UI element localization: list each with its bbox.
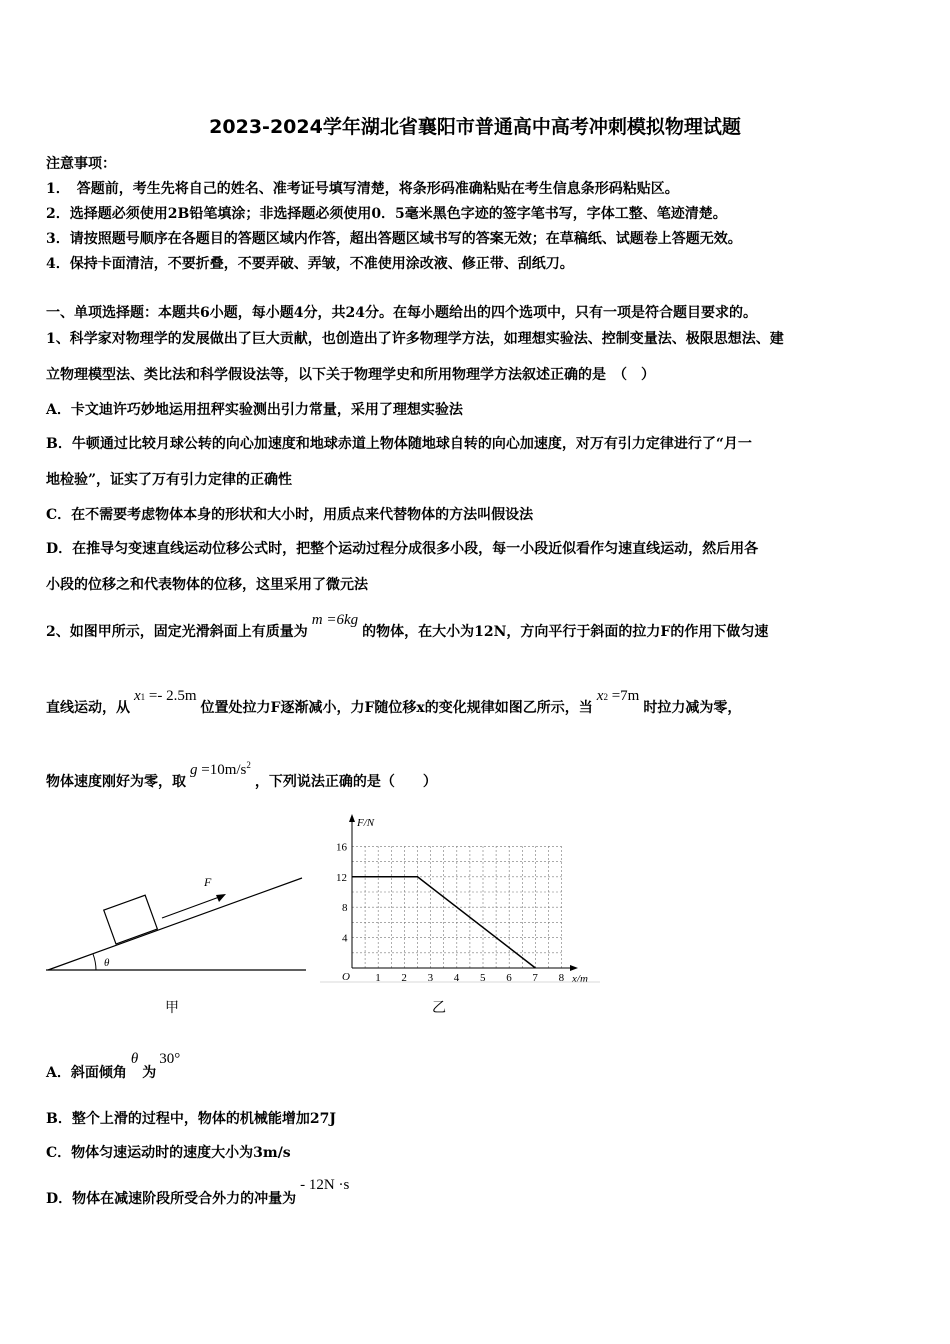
x-axis-label: x/m bbox=[572, 973, 588, 985]
x-tick-label: 1 bbox=[375, 972, 381, 984]
x-tick-label: 2 bbox=[401, 972, 407, 984]
x-tick-label: 3 bbox=[427, 972, 434, 984]
q2-stem-line2-a: 直线运动，从 bbox=[46, 700, 130, 716]
q2-x1-val: =- 2.5m bbox=[148, 688, 197, 704]
figure-right-caption: 乙 bbox=[432, 1000, 446, 1016]
x-tick-label: 8 bbox=[558, 972, 565, 984]
x-tick-label: 5 bbox=[480, 972, 486, 984]
q2-stem-line1-b: 的物体，在大小为12N，方向平行于斜面的拉力F的作用下做匀速 bbox=[362, 624, 769, 640]
q2-x1-sub: 1 bbox=[140, 692, 146, 702]
q2-option-a-value: 30° bbox=[159, 1051, 181, 1067]
y-tick-label: 12 bbox=[336, 871, 347, 884]
q1-stem-line2: 立物理模型法、类比法和科学假设法等，以下关于物理学史和所用物理学方法叙述正确的是 （ ） bbox=[46, 367, 655, 383]
y-tick-label: 4 bbox=[342, 932, 348, 945]
x-axis-arrow bbox=[570, 965, 578, 971]
q2-option-b: B．整个上滑的过程中，物体的机械能增加27J bbox=[46, 1111, 336, 1127]
force-label: F bbox=[204, 875, 212, 889]
notice-heading: 注意事项： bbox=[46, 156, 116, 172]
q2-stem-line2-b: 位置处拉力F逐渐减小，力F随位移x的变化规律如图乙所示，当 bbox=[200, 700, 593, 716]
q2-x2-val: =7m bbox=[611, 688, 640, 704]
q1-option-c: C．在不需要考虑物体本身的形状和大小时，用质点来代替物体的方法叫假设法 bbox=[46, 507, 534, 523]
q2-option-a-text: A．斜面倾角 bbox=[46, 1065, 127, 1081]
q2-option-a bbox=[46, 1051, 181, 1082]
q2-g-formula: $g =10m/s^2$ bbox=[190, 760, 251, 778]
axis-ticks bbox=[336, 841, 565, 984]
q2-stem-line1 bbox=[46, 612, 769, 641]
incline-slope bbox=[48, 878, 302, 970]
q1-option-d-line1: D．在推导匀变速直线运动位移公式时，把整个运动过程分成很多小段，每一小段近似看作匀速直线运动，然后用各 bbox=[46, 541, 759, 557]
q2-x1-formula bbox=[134, 688, 197, 704]
angle-label: θ bbox=[104, 957, 110, 969]
notice-item-4: 4．保持卡面清洁，不要折叠，不要弄破、弄皱，不准使用涂改液、修正带、刮纸刀。 bbox=[46, 256, 574, 272]
page-title: 2023-2024学年湖北省襄阳市普通高中高考冲刺模拟物理试题 bbox=[209, 116, 741, 138]
y-tick-label: 8 bbox=[342, 902, 348, 915]
q2-x2-var: x bbox=[596, 688, 604, 704]
q2-stem-line3 bbox=[46, 760, 437, 791]
x-tick-label: 4 bbox=[453, 972, 460, 984]
q2-option-a-theta: θ bbox=[130, 1051, 139, 1067]
origin-label: O bbox=[342, 971, 350, 983]
q2-option-a-wei: 为 bbox=[142, 1065, 157, 1081]
q2-x2-formula bbox=[597, 688, 640, 704]
y-axis-arrow bbox=[349, 814, 355, 822]
q1-option-b-line1: B．牛顿通过比较月球公转的向心加速度和地球赤道上物体随地球自转的向心加速度，对万有引力定律进行了“月一 bbox=[46, 436, 752, 452]
q2-option-d bbox=[46, 1177, 350, 1208]
q2-mass-formula: m =6kg bbox=[311, 612, 359, 628]
notice-item-1: 1． 答题前，考生先将自己的姓名、准考证号填写清楚，将条形码准确粘贴在考生信息条形码粘贴区。 bbox=[46, 181, 679, 197]
q2-stem-line2-c: 时拉力减为零， bbox=[643, 700, 742, 716]
q2-option-d-text: D．物体在减速阶段所受合外力的冲量为 bbox=[46, 1191, 297, 1207]
figure-left-caption: 甲 bbox=[165, 1000, 179, 1016]
q2-option-d-value: - 12N ·s bbox=[300, 1177, 350, 1193]
force-displacement-chart bbox=[320, 808, 605, 988]
q2-g-sup: 2 bbox=[246, 760, 251, 770]
force-arrow bbox=[162, 896, 222, 918]
section-heading: 一、单项选择题：本题共6小题，每小题4分，共24分。在每小题给出的四个选项中，只有一项是符合题目要求的。 bbox=[46, 305, 757, 321]
x-tick-label: 6 bbox=[506, 972, 512, 984]
notice-item-3: 3．请按照题号顺序在各题目的答题区域内作答，超出答题区域书写的答案无效；在草稿纸、试题卷上答题无效。 bbox=[46, 231, 742, 247]
incline-figure bbox=[44, 860, 314, 1020]
q1-option-b-line2: 地检验”，证实了万有引力定律的正确性 bbox=[46, 472, 293, 488]
q1-stem-line1: 1、科学家对物理学的发展做出了巨大贡献，也创造出了许多物理学方法，如理想实验法、控制变量法、极限思想法、建 bbox=[46, 331, 784, 347]
q2-option-c: C．物体匀速运动时的速度大小为3m/s bbox=[46, 1145, 291, 1161]
q2-stem-line1-a: 2、如图甲所示，固定光滑斜面上有质量为 bbox=[46, 624, 308, 640]
notice-item-2: 2．选择题必须使用2B铅笔填涂；非选择题必须使用0．5毫米黑色字迹的签字笔书写，字体工整、笔迹清楚。 bbox=[46, 206, 727, 222]
q2-stem-line3-b: ，下列说法正确的是（ ） bbox=[254, 774, 437, 790]
y-tick-label: 16 bbox=[336, 841, 347, 854]
angle-arc bbox=[93, 954, 96, 970]
y-axis-label: F/N bbox=[357, 817, 375, 829]
x-tick-label: 7 bbox=[532, 972, 538, 984]
force-arrowhead bbox=[216, 894, 226, 902]
q2-stem-line3-a: 物体速度刚好为零，取 bbox=[46, 774, 186, 790]
q2-x1-var: x bbox=[134, 688, 141, 704]
q1-option-a: A．卡文迪许巧妙地运用扭秤实验测出引力常量，采用了理想实验法 bbox=[46, 402, 463, 418]
q1-option-d-line2: 小段的位移之和代表物体的位移，这里采用了微元法 bbox=[46, 577, 368, 593]
incline-block bbox=[104, 895, 158, 944]
q2-x2-sub: 2 bbox=[603, 692, 608, 702]
q2-stem-line2 bbox=[46, 688, 742, 717]
